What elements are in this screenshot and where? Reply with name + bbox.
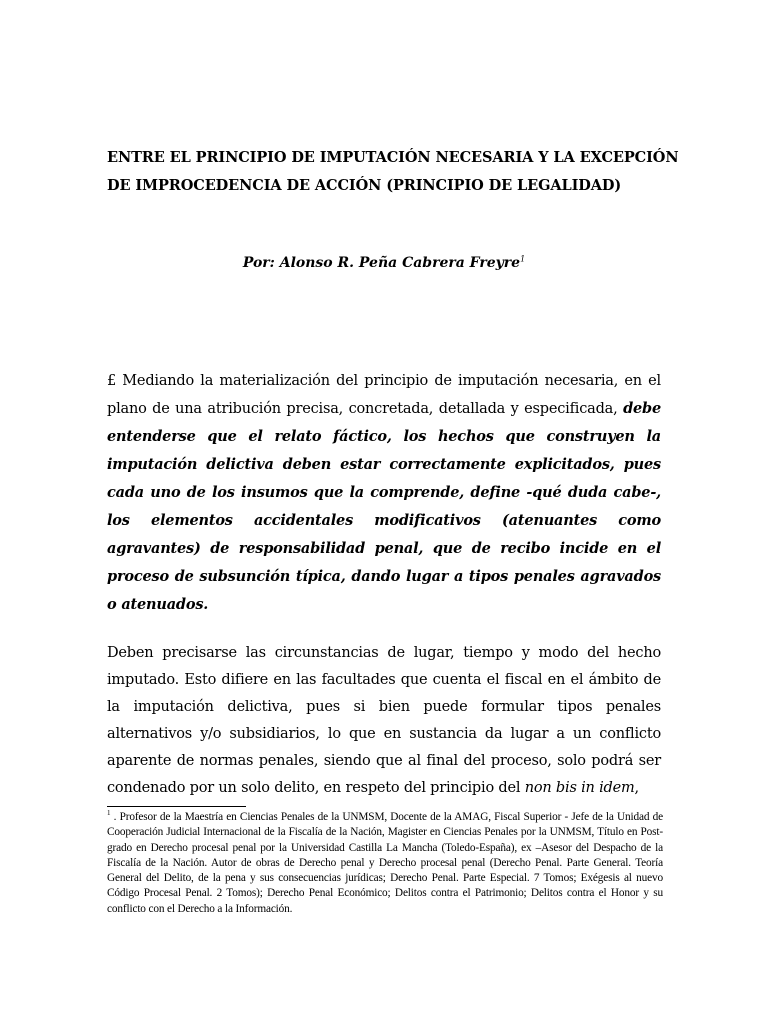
paragraph-2-trailing: , [634, 780, 639, 796]
footnote [107, 810, 663, 917]
body-paragraph-1 [107, 368, 661, 619]
author-byline [0, 255, 768, 271]
paragraph-1-lead: £ Mediando la materialización del principio de imputación necesaria, en el plano de una atribución precisa, concretada, detallada y especificada, [107, 373, 661, 417]
footnote-marker: 1 [107, 809, 111, 818]
title-line-2: DE IMPROCEDENCIA DE ACCIÓN (PRINCIPIO DE LEGALIDAD) [107, 177, 622, 194]
body-paragraph-2 [107, 640, 661, 802]
footnote-text: . Profesor de la Maestría en Ciencias Penales de la UNMSM, Docente de la AMAG, Fiscal Superior - Jefe de la Unidad de Cooperación Judicial Internacional de la Fiscalía de la Nación, Magister en Ciencias Penales por la UNMSM, Título en Post-grado en Derecho procesal penal por la Universidad Castilla La Mancha (Toledo-España), ex –Asesor del Despacho de la Fiscalía de la Nación. Autor de obras de Derecho penal y Derecho procesal penal (Derecho Penal. Parte General. Teoría General del Delito, de la pena y sus consecuencias jurídicas; Derecho Penal. Parte Especial. 7 Tomos; Exégesis al nuevo Código Procesal Penal. 2 Tomos); Derecho Penal Económico; Delitos contra el Patrimonio; Delitos contra el Honor y su conflicto con el Derecho a la Información. [107, 811, 663, 915]
author-name: Por: Alonso R. Peña Cabrera Freyre [242, 255, 521, 271]
footnote-separator [107, 806, 246, 807]
document-title [107, 144, 679, 200]
title-line-1: ENTRE EL PRINCIPIO DE IMPUTACIÓN NECESARIA Y LA EXCEPCIÓN [107, 149, 679, 166]
paragraph-2-text: Deben precisarse las circunstancias de lugar, tiempo y modo del hecho imputado. Esto difiere en las facultades que cuenta el fiscal en el ámbito de la imputación delictiva, pues si bien puede formular tipos penales alternativos y/o subsidiarios, lo que en sustancia da lugar a un conflicto aparente de normas penales, siendo que al final del proceso, solo podrá ser condenado por un solo delito, en respeto del principio del [107, 645, 661, 796]
paragraph-1-emphasis: debe entenderse que el relato fáctico, los hechos que construyen la imputación delictiva deben estar correctamente explicitados, pues cada uno de los insumos que la comprende, define -qué duda cabe-, los elementos accidentales modificativos (atenuantes como agravantes) de responsabilidad penal, que de recibo incide en el proceso de subsunción típica, dando lugar a tipos penales agravados o atenuados. [107, 400, 661, 613]
latin-phrase: non bis in idem [524, 780, 635, 796]
footnote-reference[interactable]: 1 [520, 254, 526, 264]
